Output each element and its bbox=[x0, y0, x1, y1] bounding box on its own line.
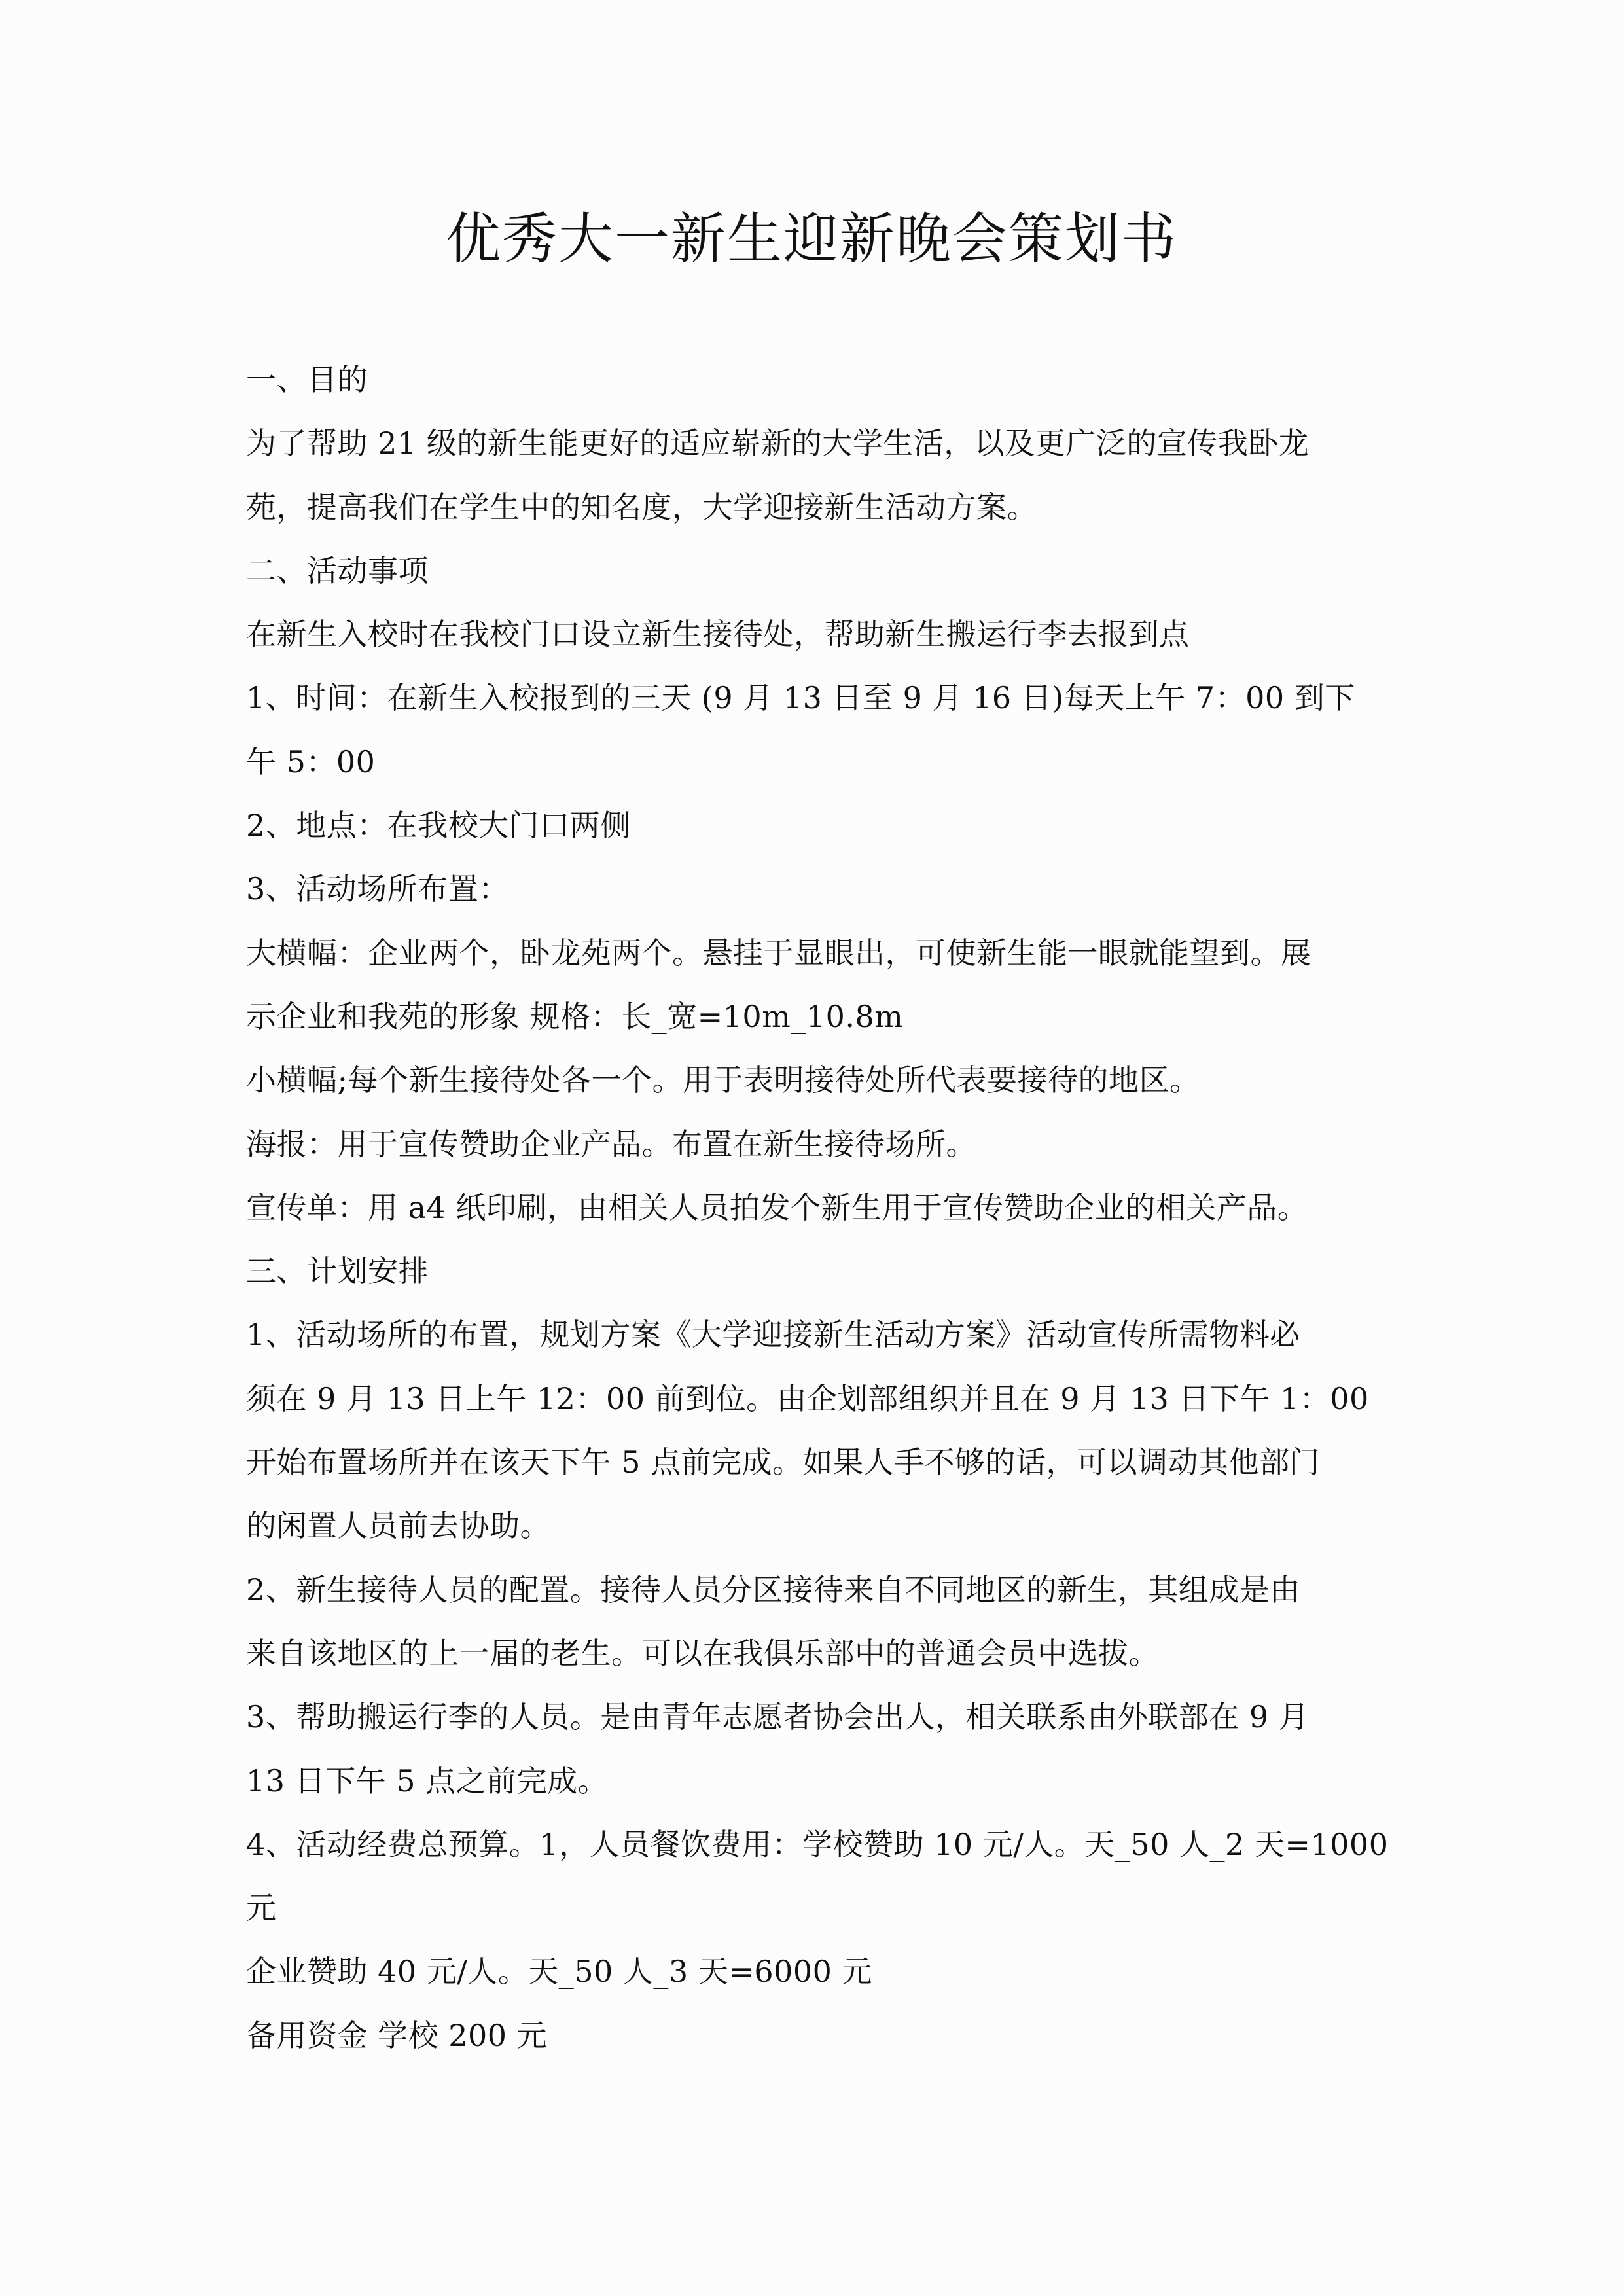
paragraph-line: 苑，提高我们在学生中的知名度，大学迎接新生活动方案。 bbox=[246, 489, 1037, 525]
paragraph-line: 13 日下午 5 点之前完成。 bbox=[246, 1763, 609, 1799]
paragraph-line-small-banner: 小横幅;每个新生接待处各一个。用于表明接待处所代表要接待的地区。 bbox=[246, 1062, 1200, 1098]
paragraph-line: 来自该地区的上一届的老生。可以在我俱乐部中的普通会员中选拔。 bbox=[246, 1635, 1159, 1671]
paragraph-line-venue: 3、活动场所布置： bbox=[246, 871, 509, 907]
paragraph-line-budget: 4、活动经费总预算。1，人员餐饮费用：学校赞助 10 元/人。天_50 人_2 天=1000 bbox=[246, 1826, 1389, 1862]
paragraph-line: 元 bbox=[246, 1890, 277, 1926]
paragraph-line: 2、新生接待人员的配置。接待人员分区接待来自不同地区的新生，其组成是由 bbox=[246, 1571, 1300, 1607]
paragraph-line: 3、帮助搬运行李的人员。是由青年志愿者协会出人，相关联系由外联部在 9 月 bbox=[246, 1699, 1310, 1735]
paragraph-line: 午 5：00 bbox=[246, 744, 376, 780]
paragraph-line: 1、活动场所的布置，规划方案《大学迎接新生活动方案》活动宣传所需物料必 bbox=[246, 1317, 1300, 1353]
paragraph-line: 的闲置人员前去协助。 bbox=[246, 1508, 550, 1544]
section-heading-purpose: 一、目的 bbox=[246, 362, 368, 397]
paragraph-line-poster: 海报：用于宣传赞助企业产品。布置在新生接待场所。 bbox=[246, 1126, 976, 1162]
section-heading-plan: 三、计划安排 bbox=[246, 1253, 429, 1289]
paragraph-line: 示企业和我苑的形象 规格：长_宽=10m_10.8m bbox=[246, 998, 904, 1034]
section-heading-activities: 二、活动事项 bbox=[246, 552, 429, 588]
paragraph-line-time: 1、时间：在新生入校报到的三天 (9 月 13 日至 9 月 16 日)每天上午 7：00 到下 bbox=[246, 680, 1355, 716]
document-body bbox=[246, 348, 1389, 2068]
paragraph-line-reserve: 备用资金 学校 200 元 bbox=[246, 2017, 548, 2053]
document-title: 优秀大一新生迎新晚会策划书 bbox=[445, 207, 1177, 271]
paragraph-line: 开始布置场所并在该天下午 5 点前完成。如果人手不够的话，可以调动其他部门 bbox=[246, 1444, 1321, 1480]
paragraph-line-flyer: 宣传单：用 a4 纸印刷，由相关人员拍发个新生用于宣传赞助企业的相关产品。 bbox=[246, 1189, 1308, 1225]
paragraph-line: 在新生入校时在我校门口设立新生接待处，帮助新生搬运行李去报到点 bbox=[246, 617, 1190, 653]
paragraph-line-sponsor: 企业赞助 40 元/人。天_50 人_3 天=6000 元 bbox=[246, 1954, 873, 1990]
paragraph-line-large-banner: 大横幅：企业两个，卧龙苑两个。悬挂于显眼出，可使新生能一眼就能望到。展 bbox=[246, 935, 1311, 971]
paragraph-line-location: 2、地点：在我校大门口两侧 bbox=[246, 808, 631, 844]
paragraph-line: 为了帮助 21 级的新生能更好的适应崭新的大学生活，以及更广泛的宣传我卧龙 bbox=[246, 425, 1310, 461]
paragraph-line: 须在 9 月 13 日上午 12：00 前到位。由企划部组织并且在 9 月 13 日下午 1：00 bbox=[246, 1380, 1369, 1416]
